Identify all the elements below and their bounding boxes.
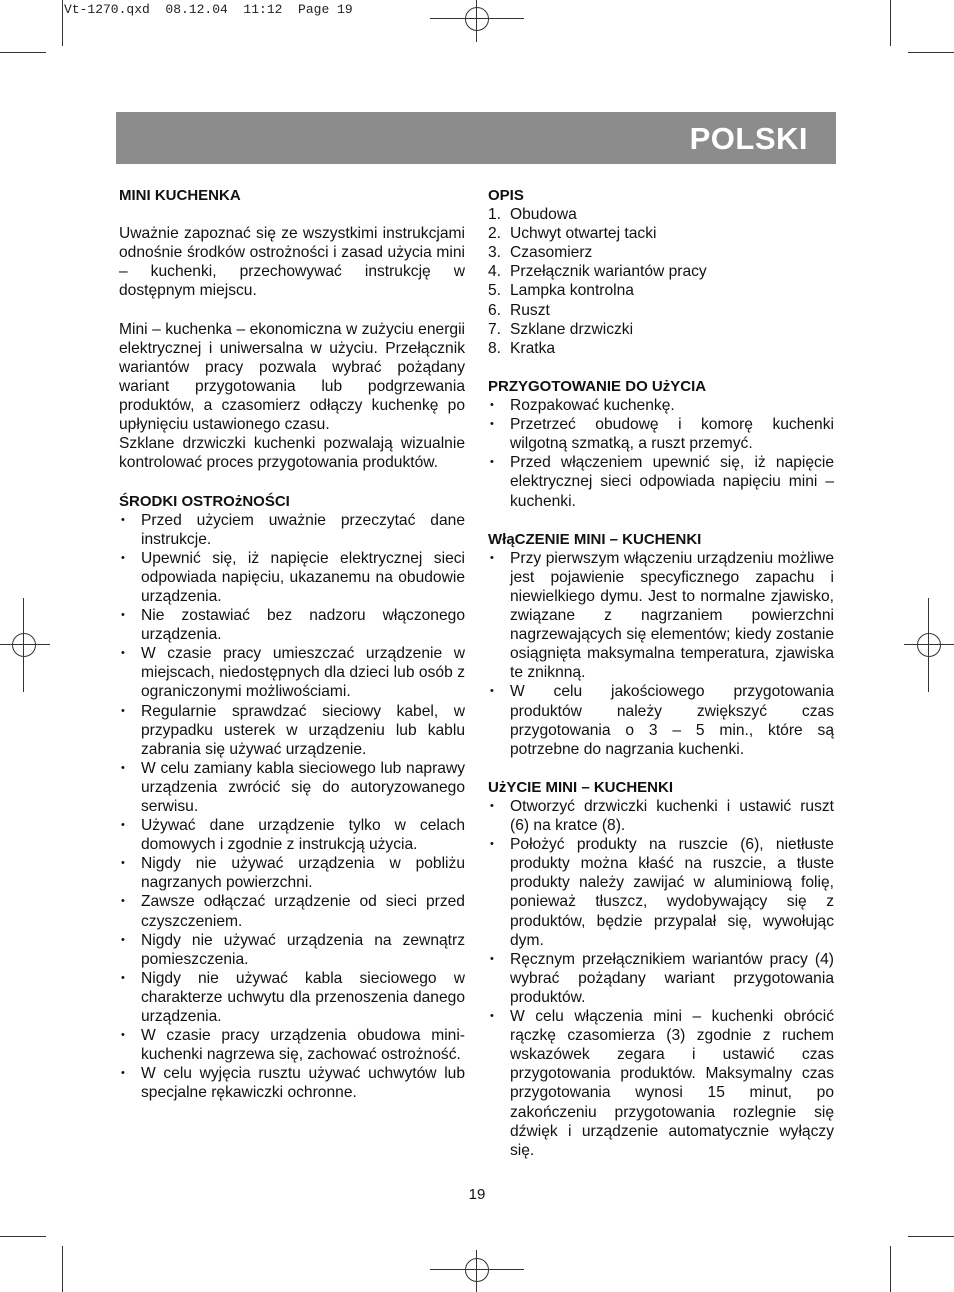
list-item: • Położyć produkty na ruszcie (6), nietłuste produkty można kłaść na ruszcie, a tłuste produkty należy zawijać w aluminiową folię, ponieważ tłuszcz, wydobywający się z produktów, będzie przypalał się, wywołując dym. [488, 835, 834, 950]
list-item [488, 243, 834, 262]
language-banner [116, 112, 836, 164]
list-item [488, 205, 834, 224]
list-item: • Nigdy nie używać urządzenia w pobliżu nagrzanych powierzchni. [119, 854, 465, 892]
list-item: • Ręcznym przełącznikiem wariantów pracy (4) wybrać pożądany wariant przygotowania produktów. [488, 950, 834, 1007]
item-label: Obudowa [510, 206, 577, 224]
glass-door-paragraph: Szklane drzwiczki kuchenki pozwalają wizualnie kontrolować proces przygotowania produktów. [119, 435, 465, 472]
item-label: Czasomierz [510, 244, 593, 262]
list-item [488, 339, 834, 358]
list-item: • Przy pierwszym włączeniu urządzeniu możliwe jest pojawienie specyficznego zapachu i niewielkiego dymu. Jest to normalne zjawisko, związane z nagrzaniem powierzchni nagrzewających się elementów; kiedy zostanie osiągnięta maksymalna temperatura, zjawiska te zniknną. [488, 549, 834, 683]
item-number: 2. [488, 225, 502, 243]
list-item: • Nie zostawiać bez nadzoru włączonego urządzenia. [119, 606, 465, 644]
list-item [488, 262, 834, 281]
right-column [488, 186, 834, 1160]
list-item: • Upewnić się, iż napięcie elektrycznej sieci odpowiada napięciu, ukazanemu na obudowie urządzenia. [119, 549, 465, 606]
list-item [488, 320, 834, 339]
list-item: • W celu wyjęcia rusztu używać uchwytów lub specjalne rękawiczki ochronne. [119, 1064, 465, 1102]
item-number: 7. [488, 320, 502, 338]
list-item: • Przed włączeniem upewnić się, iż napięcie elektrycznej sieci odpowiada napięciu mini – kuchenki. [488, 453, 834, 510]
section-heading-preparation: PRZYGOTOWANIE DO UżYCIA [488, 377, 707, 395]
left-column [119, 186, 465, 1103]
item-label: Szklane drzwiczki [510, 320, 634, 338]
crop-mark [0, 1236, 46, 1237]
crop-mark [890, 0, 891, 46]
crop-mark [0, 52, 46, 53]
item-label: Kratka [510, 339, 556, 357]
list-item [488, 224, 834, 243]
list-item: • Używać dane urządzenie tylko w celach domowych i zgodnie z instrukcją użycia. [119, 816, 465, 854]
parts-list [488, 205, 834, 358]
list-item: • Zawsze odłączać urządzenie od sieci przed czyszczeniem. [119, 892, 465, 930]
item-number: 3. [488, 244, 502, 262]
list-item: • W celu jakościowego przygotowania produktów należy zwiększyć czas przygotowania o 3 – 5 min., które są potrzebne do nagrzania kuchenki. [488, 682, 834, 758]
list-item: • W czasie pracy urządzenia obudowa mini-kuchenki nagrzewa się, zachować ostrożność. [119, 1026, 465, 1064]
item-number: 1. [488, 206, 502, 224]
item-number: 5. [488, 282, 502, 300]
switch-on-list [488, 549, 834, 759]
item-number: 4. [488, 263, 502, 281]
section-heading-opis: OPIS [488, 187, 524, 204]
list-item: • W celu włączenia mini – kuchenki obrócić rączkę czasomierza (3) zgodnie z ruchem wskazówek zegara i ustawić czas przygotowania produktów. Maksymalny czas przygotowania wynosi 15 minut, po zakończeniu przygotowania rozlegnie się dźwięk i urządzenie automatycznie wyłączy się. [488, 1007, 834, 1160]
item-number: 6. [488, 301, 502, 319]
safety-list [119, 511, 465, 1103]
preparation-list [488, 396, 834, 511]
list-item: • Otworzyć drzwiczki kuchenki i ustawić ruszt (6) na kratce (8). [488, 797, 834, 835]
page-number: 19 [468, 1186, 486, 1203]
list-item [488, 301, 834, 320]
usage-list [488, 797, 834, 1160]
list-item: • W czasie pracy umieszczać urządzenie w miejscach, niedostępnych dla dzieci lub osób z ograniczonymi możliwościami. [119, 644, 465, 701]
item-label: Ruszt [510, 301, 550, 319]
section-heading-usage: UżYCIE MINI – KUCHENKI [488, 778, 674, 796]
crop-mark [62, 0, 63, 46]
list-item: • Nigdy nie używać kabla sieciowego w charakterze uchwytu dla przenoszenia danego urządzenia. [119, 969, 465, 1026]
section-heading-safety: ŚRODKI OSTROżNOŚCI [119, 492, 290, 510]
crop-mark [890, 1246, 891, 1292]
list-item: • Nigdy nie używać urządzenia na zewnątrz pomieszczenia. [119, 931, 465, 969]
list-item: • W celu zamiany kabla sieciowego lub naprawy urządzenia zwrócić się do autoryzowanego serwisu. [119, 759, 465, 816]
printer-slug: Vt-1270.qxd 08.12.04 11:12 Page 19 [64, 2, 353, 17]
list-item: • Regularnie sprawdzać sieciowy kabel, w przypadku usterek w urządzeniu lub kablu zabrania się używać urządzenie. [119, 702, 465, 759]
section-heading-mini-kuchenka: MINI KUCHENKA [119, 187, 241, 204]
crop-mark [908, 52, 954, 53]
section-heading-switch-on: WłąCZENIE MINI – KUCHENKI [488, 530, 702, 548]
intro-paragraph: Uważnie zapoznać się ze wszystkimi instrukcjami odnośnie środków ostrożności i zasad użycia mini – kuchenki, przechowywać instrukcję w dostępnym miejscu. [119, 225, 465, 300]
crop-mark [908, 1236, 954, 1237]
description-paragraph: Mini – kuchenka – ekonomiczna w zużyciu energii elektrycznej i uniwersalna w użyciu. Przełącznik wariantów pracy pozwala wybrać pożądany wariant przygotowania lub podgrzewania produktów, a czasomierz odłączy kuchenkę po upłynięciu ustawionego czasu. [119, 320, 465, 434]
crop-mark [62, 1246, 63, 1292]
list-item [488, 281, 834, 300]
item-label: Uchwyt otwartej tacki [510, 225, 657, 243]
list-item: • Rozpakować kuchenkę. [488, 396, 834, 415]
item-label: Lampka kontrolna [510, 282, 634, 300]
item-label: Przełącznik wariantów pracy [510, 263, 707, 281]
banner-title: POLSKI [689, 121, 808, 156]
list-item: • Przetrzeć obudowę i komorę kuchenki wilgotną szmatką, a ruszt przemyć. [488, 415, 834, 453]
item-number: 8. [488, 339, 502, 357]
list-item: • Przed użyciem uważnie przeczytać dane instrukcje. [119, 511, 465, 549]
